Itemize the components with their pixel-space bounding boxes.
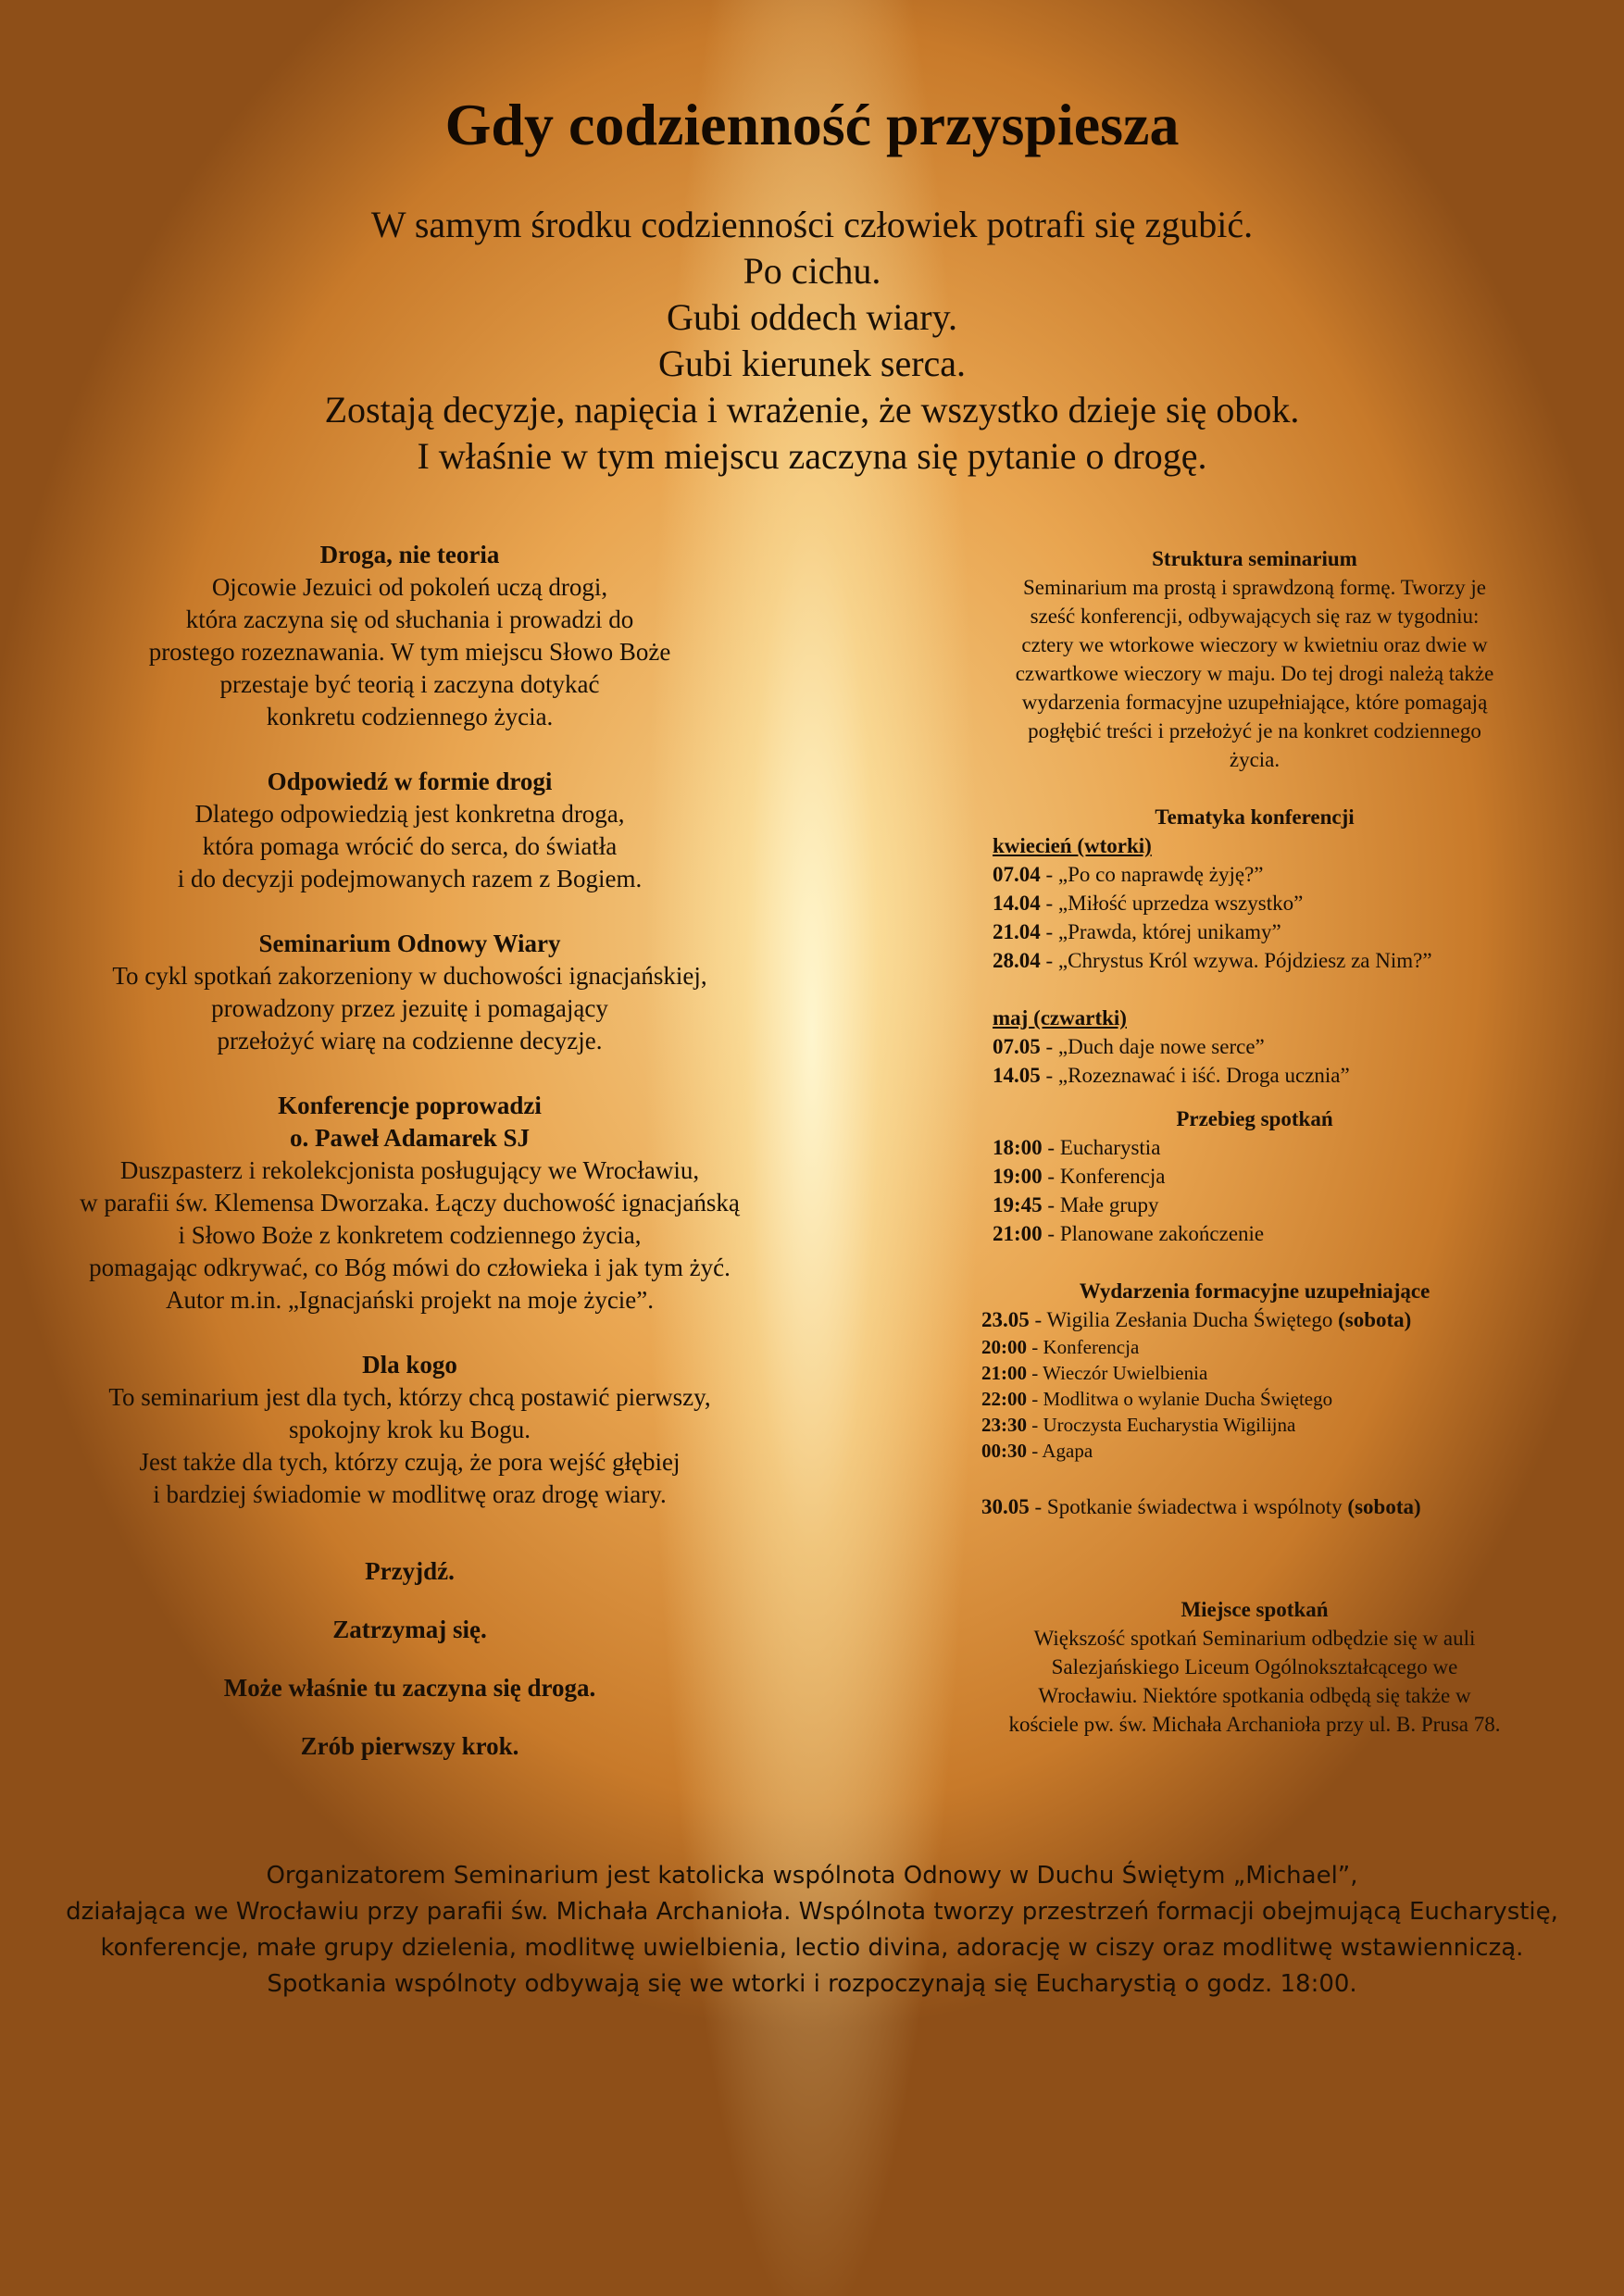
text-line: pogłębić treści i przełożyć je na konkret codziennego: [1028, 719, 1481, 742]
schedule-row: 18:00 - Eucharystia: [993, 1136, 1161, 1159]
text-line: która zaczyna się od słuchania i prowadzi do: [185, 605, 634, 633]
section-przebieg: [963, 1104, 1546, 1248]
intro-line: Zostają decyzje, napięcia i wrażenie, że wszystko dzieje się obok.: [324, 389, 1300, 430]
section-droga: [28, 539, 792, 733]
text-line: prowadzony przez jezuitę i pomagający: [211, 994, 608, 1022]
schedule-row: 07.05 - „Duch daje nowe serce”: [993, 1035, 1265, 1058]
text-line: wydarzenia formacyjne uzupełniające, które pomagają: [1021, 691, 1488, 714]
text-line: Wrocławiu. Niektóre spotkania odbędą się także w: [1038, 1684, 1471, 1707]
text-line: przełożyć wiarę na codzienne decyzje.: [217, 1027, 603, 1054]
text-line: w parafii św. Klemensa Dworzaka. Łączy duchowość ignacjańską: [80, 1189, 740, 1217]
section-heading: Przebieg spotkań: [1176, 1107, 1333, 1130]
schedule-row: 21.04 - „Prawda, której unikamy”: [993, 920, 1281, 943]
section-heading: Struktura seminarium: [1152, 547, 1357, 570]
footer-line: konferencje, małe grupy dzielenia, modlitwę uwielbienia, lectio divina, adorację w ciszy oraz modlitwę wstawienniczą.: [100, 1934, 1524, 1962]
text-line: Jest także dla tych, którzy czują, że pora wejść głębiej: [139, 1448, 681, 1476]
intro-line: Gubi oddech wiary.: [667, 296, 957, 338]
schedule-row: 20:00 - Konferencja: [981, 1336, 1140, 1358]
event-row: 30.05 - Spotkanie świadectwa i wspólnoty (sobota): [981, 1495, 1421, 1518]
text-line: przestaje być teorią i zaczyna dotykać: [219, 670, 600, 698]
text-line: czwartkowe wieczory w maju. Do tej drogi należą także: [1015, 662, 1494, 685]
section-konferencje: [28, 1090, 792, 1316]
footer-line: działająca we Wrocławiu przy parafii św. Michała Archanioła. Wspólnota tworzy przestrzeń formacji obejmującą Eucharystię,: [66, 1898, 1558, 1926]
text-line: cztery we wtorkowe wieczory w kwietniu oraz dwie w: [1021, 633, 1488, 656]
schedule-row: 21:00 - Planowane zakończenie: [993, 1222, 1265, 1245]
right-column: [963, 544, 1546, 1739]
speaker-name: o. Paweł Adamarek SJ: [289, 1124, 530, 1152]
call-to-action: [28, 1555, 792, 1763]
text-line: Dlatego odpowiedzią jest konkretna droga,: [194, 800, 625, 828]
schedule-row: 19:00 - Konferencja: [993, 1165, 1166, 1188]
schedule-row: 00:30 - Agapa: [981, 1440, 1093, 1462]
text-line: Salezjańskiego Liceum Ogólnokształcącego we: [1051, 1655, 1458, 1678]
footer-organizer: [0, 1858, 1624, 2003]
section-heading: Konferencje poprowadzi: [278, 1092, 542, 1119]
section-heading: Tematyka konferencji: [1155, 805, 1355, 829]
intro-line: W samym środku codzienności człowiek potrafi się zgubić.: [370, 204, 1254, 245]
section-tematyka: [963, 803, 1546, 1090]
footer-line: Spotkania wspólnoty odbywają się we wtorki i rozpoczynają się Eucharystią o godz. 18:00.: [267, 1970, 1357, 1998]
section-heading: Droga, nie teoria: [319, 541, 500, 568]
cta-line: Zrób pierwszy krok.: [300, 1732, 519, 1760]
section-heading: Wydarzenia formacyjne uzupełniające: [1079, 1279, 1430, 1303]
section-seminarium: [28, 928, 792, 1057]
text-line: prostego rozeznawania. W tym miejscu Słowo Boże: [148, 638, 671, 666]
schedule-row: 22:00 - Modlitwa o wylanie Ducha Świętego: [981, 1388, 1333, 1410]
text-line: i Słowo Boże z konkretem codziennego życia,: [178, 1221, 642, 1249]
cta-line: Zatrzymaj się.: [332, 1616, 487, 1643]
cta-line: Przyjdź.: [365, 1557, 455, 1585]
text-line: kościele pw. św. Michała Archanioła przy ul. B. Prusa 78.: [1008, 1713, 1501, 1736]
text-line: Autor m.in. „Ignacjański projekt na moje życie”.: [165, 1286, 655, 1314]
text-line: sześć konferencji, odbywających się raz w tygodniu:: [1030, 605, 1480, 628]
schedule-row: 07.04 - „Po co naprawdę żyję?”: [993, 863, 1264, 886]
text-line: konkretu codziennego życia.: [266, 703, 554, 730]
section-heading: Odpowiedź w formie drogi: [267, 767, 553, 795]
left-column: [28, 539, 792, 1789]
schedule-row: 19:45 - Małe grupy: [993, 1193, 1159, 1217]
text-line: Duszpasterz i rekolekcjonista posługujący we Wrocławiu,: [119, 1156, 700, 1184]
text-line: życia.: [1229, 748, 1280, 771]
schedule-row: 23:30 - Uroczysta Eucharystia Wigilijna: [981, 1414, 1296, 1436]
intro-text: [0, 202, 1624, 480]
section-wydarzenia: [963, 1277, 1546, 1521]
cta-line: Może właśnie tu zaczyna się droga.: [223, 1674, 596, 1702]
text-line: która pomaga wrócić do serca, do światła: [202, 832, 618, 860]
section-struktura: [963, 544, 1546, 774]
text-line: To seminarium jest dla tych, którzy chcą postawić pierwszy,: [108, 1383, 711, 1411]
month-label: kwiecień (wtorki): [993, 834, 1152, 857]
text-line: Seminarium ma prostą i sprawdzoną formę. Tworzy je: [1023, 576, 1486, 599]
schedule-row: 28.04 - „Chrystus Król wzywa. Pójdziesz za Nim?”: [993, 949, 1432, 972]
page-title: Gdy codzienność przyspiesza: [444, 92, 1180, 157]
schedule-row: 14.04 - „Miłość uprzedza wszystko”: [993, 892, 1304, 915]
section-heading: Miejsce spotkań: [1181, 1598, 1329, 1621]
text-line: Większość spotkań Seminarium odbędzie się w auli: [1033, 1627, 1476, 1650]
month-label: maj (czwartki): [993, 1006, 1127, 1029]
text-line: Ojcowie Jezuici od pokoleń uczą drogi,: [211, 573, 608, 601]
event-row: 23.05 - Wigilia Zesłania Ducha Świętego (sobota): [981, 1308, 1412, 1331]
text-line: pomagając odkrywać, co Bóg mówi do człowieka i jak tym żyć.: [89, 1254, 731, 1281]
text-line: spokojny krok ku Bogu.: [288, 1416, 531, 1443]
text-line: To cykl spotkań zakorzeniony w duchowości ignacjańskiej,: [112, 962, 707, 990]
intro-line: Gubi kierunek serca.: [657, 343, 967, 384]
section-dla-kogo: [28, 1349, 792, 1511]
text-line: i do decyzji podejmowanych razem z Bogiem.: [177, 865, 643, 892]
intro-line: I właśnie w tym miejscu zaczyna się pytanie o drogę.: [417, 435, 1207, 477]
section-miejsce: [963, 1595, 1546, 1739]
section-heading: Seminarium Odnowy Wiary: [258, 930, 561, 957]
text-line: i bardziej świadomie w modlitwę oraz drogę wiary.: [153, 1480, 667, 1508]
schedule-row: 14.05 - „Rozeznawać i iść. Droga ucznia”: [993, 1064, 1350, 1087]
footer-line: Organizatorem Seminarium jest katolicka wspólnota Odnowy w Duchu Świętym „Michael”,: [266, 1862, 1358, 1890]
section-odpowiedz: [28, 766, 792, 895]
section-heading: Dla kogo: [362, 1351, 457, 1379]
intro-line: Po cichu.: [743, 250, 881, 292]
schedule-row: 21:00 - Wieczór Uwielbienia: [981, 1362, 1208, 1384]
